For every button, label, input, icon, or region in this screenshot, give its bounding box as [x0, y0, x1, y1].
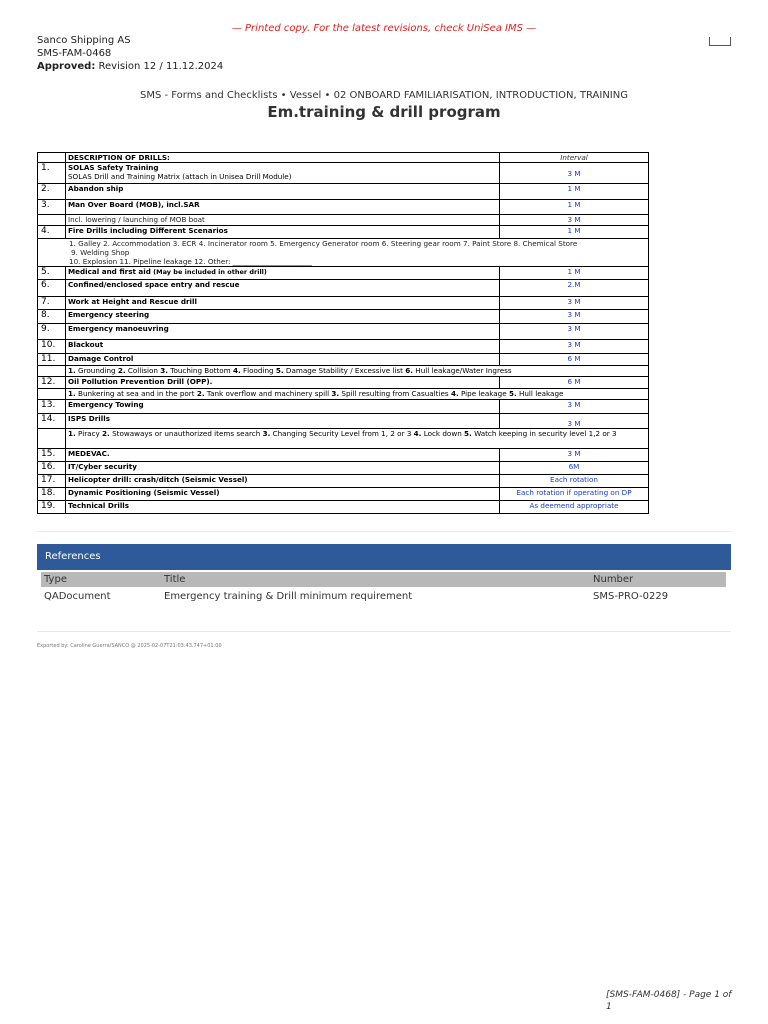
drill-interval: 1 M	[500, 184, 649, 200]
scenario-number: 5.	[508, 389, 517, 398]
isps-scenarios	[66, 429, 649, 449]
drill-title: Abandon ship	[66, 184, 500, 200]
table-row	[38, 184, 649, 200]
reference-title-link[interactable]: Emergency training & Drill minimum requirement	[164, 591, 413, 602]
scenario-number: 3.	[160, 366, 168, 375]
row-number: 14.	[38, 414, 66, 429]
scenario-text: Changing Security Level from 1, 2 or 3	[270, 429, 414, 438]
drill-title: IT/Cyber security	[66, 462, 500, 475]
table-row	[38, 163, 649, 184]
table-row	[38, 239, 649, 267]
drill-subtitle: Incl. lowering / launching of MOB boat	[66, 215, 500, 226]
drill-interval: 6 M	[500, 377, 649, 389]
scenario-text: Watch keeping in security level 1,2 or 3	[471, 429, 617, 438]
drill-interval: Each rotation if operating on DP	[500, 488, 649, 501]
fire-scenarios-line1: 1. Galley 2. Accommodation 3. ECR 4. Incinerator room 5. Emergency Generator room 6. Steering gear room 7. Paint Store 8. Chemical Store	[69, 239, 578, 248]
drill-interval: 2.M	[500, 280, 649, 297]
scenario-number: 1.	[68, 366, 76, 375]
fire-scenarios-line3: 10. Explosion 11. Pipeline leakage 12. Other: ______________________	[69, 257, 312, 266]
reference-number: SMS-PRO-0229	[593, 591, 669, 602]
table-row	[38, 449, 649, 462]
drill-title: Emergency Towing	[66, 400, 500, 414]
approved-label: Approved:	[37, 61, 96, 72]
scenario-text: Tank overflow and machinery spill	[204, 389, 332, 398]
scenario-text: Grounding	[75, 366, 118, 375]
drill-title: Work at Height and Rescue drill	[66, 297, 500, 310]
drill-interval: 6M	[500, 462, 649, 475]
scenario-text: Flooding	[240, 366, 276, 375]
drill-title: ISPS Drills	[66, 414, 500, 429]
row-number	[38, 429, 66, 449]
drill-interval: 3 M	[500, 340, 649, 354]
drill-title: Confined/enclosed space entry and rescue	[66, 280, 500, 297]
table-row	[38, 200, 649, 215]
drill-interval: 3 M	[500, 310, 649, 324]
scenario-number: 3.	[331, 389, 340, 398]
drill-interval: 1 M	[500, 267, 649, 280]
scenario-number: 4.	[232, 366, 241, 375]
scenario-text: Damage Stability / Excessive list	[283, 366, 406, 375]
drill-interval: 3 M	[500, 163, 649, 184]
page-footer: [SMS-FAM-0468] - Page 1 of 1	[606, 990, 732, 1012]
drill-title: Medical and first aid	[68, 267, 151, 276]
table-row	[38, 340, 649, 354]
divider	[37, 631, 731, 632]
row-number: 13.	[38, 400, 66, 414]
drill-title: Oil Pollution Prevention Drill (OPP).	[66, 377, 500, 389]
drill-interval: 3 M	[500, 324, 649, 340]
table-row	[38, 475, 649, 488]
drill-title: Emergency manoeuvring	[66, 324, 500, 340]
row-number	[38, 366, 66, 377]
row-number	[38, 389, 66, 400]
scenario-number: 2.	[117, 366, 126, 375]
scenario-text: Bunkering at sea and in the port	[75, 389, 197, 398]
scenario-number: 4.	[450, 389, 459, 398]
drill-description	[66, 163, 500, 184]
export-info: Exported by: Caroline Guerra/SANCO @ 2025-02-07T21:03:43.747+01:00	[37, 643, 222, 649]
drill-interval: Each rotation	[500, 475, 649, 488]
drill-interval: 3 M	[500, 449, 649, 462]
row-number: 19.	[38, 501, 66, 514]
scenario-number: 6.	[405, 366, 413, 375]
description-header: DESCRIPTION OF DRILLS:	[66, 153, 500, 163]
drill-title: Helicopter drill: crash/ditch (Seismic Vessel)	[66, 475, 500, 488]
table-row	[38, 400, 649, 414]
damage-control-scenarios	[66, 366, 649, 377]
fire-scenarios-line2: 9. Welding Shop	[71, 248, 130, 257]
column-header-number: Number	[593, 574, 634, 585]
drill-title: MEDEVAC.	[66, 449, 500, 462]
header-num-cell	[38, 153, 66, 163]
drill-interval: 6 M	[500, 354, 649, 366]
scenario-number: 2.	[196, 389, 205, 398]
row-number: 1.	[38, 163, 66, 184]
row-number: 9.	[38, 324, 66, 340]
page-title: Em.training & drill program	[267, 103, 501, 121]
scenario-text: Collision	[125, 366, 161, 375]
drill-interval: 3 M	[500, 400, 649, 414]
drill-table	[37, 152, 649, 514]
table-row	[38, 310, 649, 324]
drill-interval: 1 M	[500, 226, 649, 239]
drill-interval: 3 M	[500, 414, 649, 429]
revision-text: Revision 12 / 11.12.2024	[98, 61, 224, 72]
printed-copy-notice: — Printed copy. For the latest revisions, check UniSea IMS —	[231, 23, 537, 34]
scenario-number: 2.	[102, 429, 110, 438]
scenario-number: 1.	[68, 389, 76, 398]
table-row	[38, 215, 649, 226]
row-number: 8.	[38, 310, 66, 324]
row-number	[38, 215, 66, 226]
reference-type: QADocument	[44, 591, 111, 602]
row-number: 12.	[38, 377, 66, 389]
scenario-text: Piracy	[75, 429, 103, 438]
references-heading: References	[37, 544, 731, 570]
drill-subtitle: SOLAS Drill and Training Matrix (attach in Unisea Drill Module)	[68, 172, 292, 181]
drill-title: Man Over Board (MOB), incl.SAR	[66, 200, 500, 215]
scenario-number: 5.	[275, 366, 284, 375]
table-row	[38, 297, 649, 310]
oil-pollution-scenarios	[66, 389, 649, 400]
drill-interval: 3 M	[500, 215, 649, 226]
fire-scenarios-list	[38, 239, 649, 267]
divider	[37, 531, 731, 532]
row-number: 6.	[38, 280, 66, 297]
interval-header: Interval	[500, 153, 649, 163]
table-row	[38, 488, 649, 501]
row-number: 15.	[38, 449, 66, 462]
drill-interval: 1 M	[500, 200, 649, 215]
approval-line	[37, 60, 223, 73]
table-row	[38, 280, 649, 297]
drill-interval: 3 M	[500, 297, 649, 310]
drill-title: Blackout	[66, 340, 500, 354]
row-number: 3.	[38, 200, 66, 215]
drill-interval: As deemend appropriate	[500, 501, 649, 514]
table-header-row	[38, 153, 649, 163]
table-row	[38, 354, 649, 366]
table-row	[38, 226, 649, 239]
scenario-text: Hull leakage/Water Ingress	[413, 366, 512, 375]
row-number: 10.	[38, 340, 66, 354]
scenario-text: Spill resulting from Casualties	[339, 389, 451, 398]
scenario-text: Stowaways or unauthorized items search	[109, 429, 263, 438]
row-number: 2.	[38, 184, 66, 200]
scenario-number: 1.	[68, 429, 76, 438]
table-row	[38, 429, 649, 449]
company-name: Sanco Shipping AS	[37, 35, 131, 46]
row-number: 5.	[38, 267, 66, 280]
table-row	[38, 389, 649, 400]
references-table-row[interactable]	[41, 589, 726, 604]
table-row	[38, 324, 649, 340]
table-row	[38, 414, 649, 429]
row-number: 7.	[38, 297, 66, 310]
drill-title: Damage Control	[66, 354, 500, 366]
scenario-number: 5.	[464, 429, 472, 438]
table-row	[38, 377, 649, 389]
scenario-text: Hull leakage	[516, 389, 564, 398]
company-block	[37, 34, 223, 73]
table-row	[38, 267, 649, 280]
scenario-number: 4.	[413, 429, 422, 438]
scenario-text: Pipe leakage	[458, 389, 509, 398]
table-row	[38, 462, 649, 475]
row-number: 11.	[38, 354, 66, 366]
drill-description	[66, 267, 500, 280]
drill-title: Technical Drills	[66, 501, 500, 514]
scenario-number: 3.	[262, 429, 271, 438]
drill-title: Dynamic Positioning (Seismic Vessel)	[66, 488, 500, 501]
drill-title: Fire Drills including Different Scenarios	[66, 226, 500, 239]
column-header-type: Type	[44, 574, 67, 585]
references-table-header	[41, 572, 726, 587]
row-number: 16.	[38, 462, 66, 475]
table-row	[38, 501, 649, 514]
drill-title: SOLAS Safety Training	[68, 163, 159, 172]
scenario-text: Lock down	[421, 429, 465, 438]
column-header-title: Title	[164, 574, 186, 585]
drill-note: (May be included in other drill)	[153, 268, 267, 276]
row-number: 18.	[38, 488, 66, 501]
drill-title: Emergency steering	[66, 310, 500, 324]
row-number: 4.	[38, 226, 66, 239]
scenario-text: Touching Bottom	[168, 366, 233, 375]
table-row	[38, 366, 649, 377]
document-id: SMS-FAM-0468	[37, 48, 112, 59]
header-corner-mark	[709, 37, 731, 46]
breadcrumb: SMS - Forms and Checklists • Vessel • 02 ONBOARD FAMILIARISATION, INTRODUCTION, TRAINING	[139, 90, 628, 101]
row-number: 17.	[38, 475, 66, 488]
